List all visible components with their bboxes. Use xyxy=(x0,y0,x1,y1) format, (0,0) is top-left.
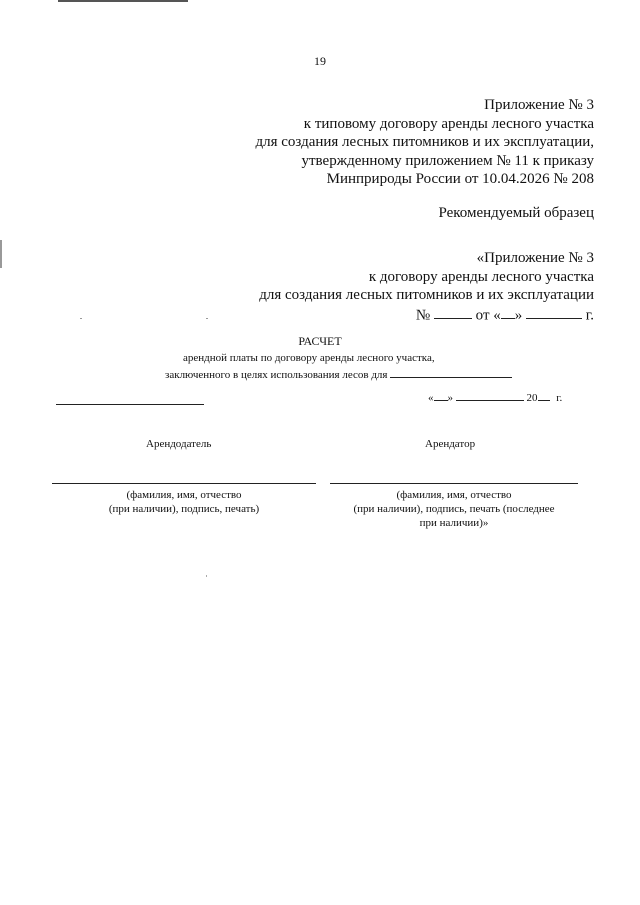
date-day-field[interactable] xyxy=(434,390,448,401)
appendix-header-line: Приложение № 3 xyxy=(484,97,594,113)
recommended-sample: Рекомендуемый образец xyxy=(438,205,594,221)
forest-use-purpose-field[interactable] xyxy=(390,367,512,378)
appendix-header-line: для создания лесных питомников и их эксплуатации, xyxy=(255,134,594,150)
inner-header-line: к договору аренды лесного участка xyxy=(368,268,594,285)
lessee-signature-field[interactable] xyxy=(330,483,578,484)
document-title: РАСЧЕТ xyxy=(298,334,342,348)
date-close-quote: » xyxy=(447,391,453,404)
appendix-header-line: утвержденному приложением № 11 к приказу xyxy=(301,152,594,169)
date-line xyxy=(428,390,562,404)
inner-header xyxy=(259,249,594,325)
scan-artifact-left xyxy=(0,240,2,268)
lessor-label: Арендодатель xyxy=(146,438,212,450)
appendix-header xyxy=(255,96,594,189)
page-number: 19 xyxy=(314,54,326,68)
contract-day-field[interactable] xyxy=(501,305,515,320)
date-century: 20 xyxy=(526,391,538,404)
lessor-caption-line: (при наличии), подпись, печать) xyxy=(108,503,260,515)
scan-speck xyxy=(80,318,82,319)
lessee-label: Арендатор xyxy=(425,438,476,450)
lessor-caption xyxy=(52,488,316,516)
lessee-caption-line: (фамилия, имя, отчество xyxy=(396,489,512,501)
title-line-2-text: заключенного в целях использования лесов для xyxy=(165,368,388,381)
number-sign: № xyxy=(415,307,431,323)
appendix-header-line: к типовому договору аренды лесного участка xyxy=(303,115,594,132)
scan-speck xyxy=(206,318,208,319)
inner-header-line: «Приложение № 3 xyxy=(476,250,594,266)
lessee-caption-line: (при наличии), подпись, печать (последнее xyxy=(353,503,555,515)
contract-month-field[interactable] xyxy=(526,305,582,320)
title-line-1: арендной платы по договору аренды лесного участка, xyxy=(183,352,435,364)
lessee-caption-line: при наличии)» xyxy=(419,517,489,529)
date-month-field[interactable] xyxy=(456,390,524,401)
contract-number-field[interactable] xyxy=(434,305,472,320)
scan-speck xyxy=(206,575,207,577)
from-word: от « xyxy=(475,307,501,323)
lessor-caption-line: (фамилия, имя, отчество xyxy=(126,489,242,501)
year-suffix: г. xyxy=(585,307,594,323)
lessor-signature-field[interactable] xyxy=(52,483,316,484)
date-open-quote: « xyxy=(428,391,434,404)
lessee-caption xyxy=(322,488,586,530)
title-line-2 xyxy=(165,367,512,381)
inner-header-number-line xyxy=(259,305,594,325)
place-field[interactable] xyxy=(56,404,204,405)
appendix-header-line: Минприроды России от 10.04.2026 № 208 xyxy=(326,171,594,187)
quote-close: » xyxy=(514,307,523,323)
date-year-suffix: г. xyxy=(556,391,563,404)
date-year-field[interactable] xyxy=(538,390,550,401)
inner-header-line: для создания лесных питомников и их эксплуатации xyxy=(259,287,594,303)
scan-artifact-top xyxy=(58,0,188,2)
